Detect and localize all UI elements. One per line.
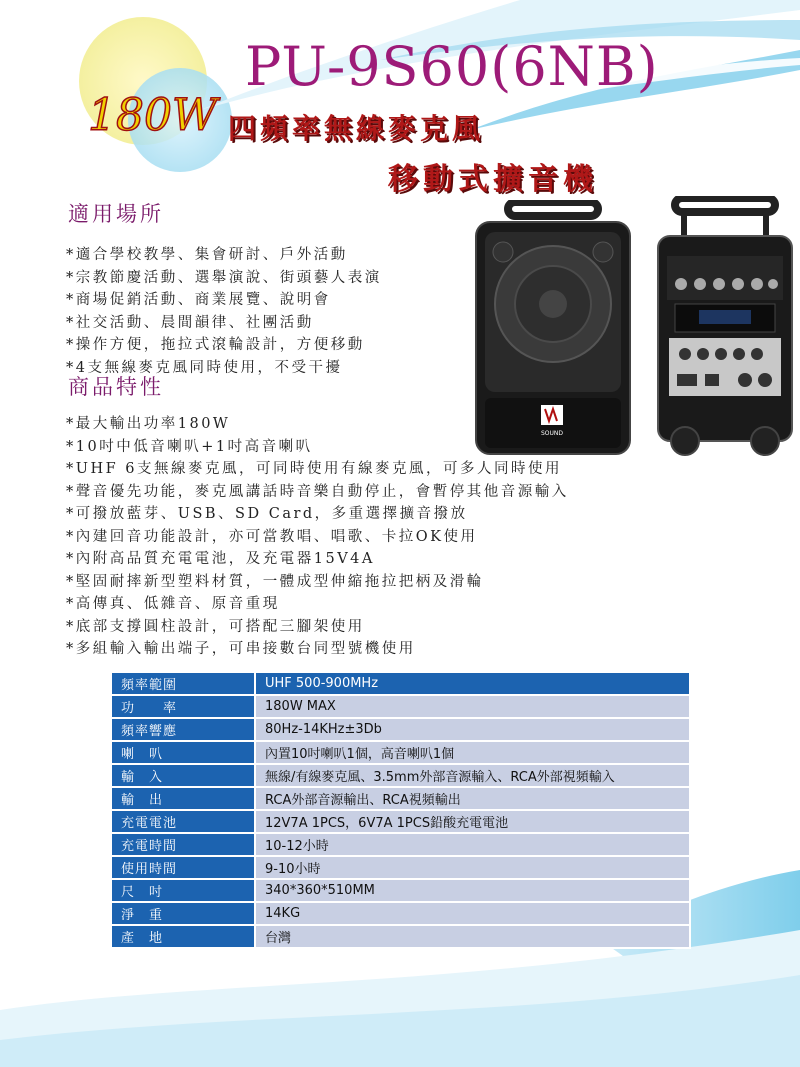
spec-value: 340*360*510MM bbox=[255, 879, 690, 902]
spec-value: 10-12小時 bbox=[255, 833, 690, 856]
spec-label: 產 地 bbox=[111, 925, 255, 948]
features-heading: 商品特性 bbox=[68, 375, 164, 399]
spec-value: 14KG bbox=[255, 902, 690, 925]
subtitle-line1: 四頻率無線麥克風 bbox=[228, 112, 485, 145]
table-row bbox=[111, 810, 690, 833]
model-title: PU-9S60(6NB) bbox=[245, 35, 659, 98]
spec-value: 12V7A 1PCS，6V7A 1PCS鉛酸充電電池 bbox=[255, 810, 690, 833]
spec-label: 充電電池 bbox=[111, 810, 255, 833]
spec-label: 尺 吋 bbox=[111, 879, 255, 902]
spec-label: 淨 重 bbox=[111, 902, 255, 925]
table-row bbox=[111, 672, 690, 695]
spec-value: 台灣 bbox=[255, 925, 690, 948]
list-item: *聲音優先功能，麥克風講話時音樂自動停止，會暫停其他音源輸入 bbox=[66, 483, 569, 500]
list-item: *內建回音功能設計，亦可當教唱、唱歌、卡拉OK使用 bbox=[66, 528, 478, 545]
list-item: *堅固耐摔新型塑料材質，一體成型伸縮拖拉把柄及滑輪 bbox=[66, 573, 484, 590]
subtitle-line2: 移動式擴音機 bbox=[388, 162, 598, 197]
list-item: *4支無線麥克風同時使用，不受干擾 bbox=[66, 359, 343, 376]
spec-value: 80Hz-14KHz±3Db bbox=[255, 718, 690, 741]
list-item: *商場促銷活動、商業展覽、說明會 bbox=[66, 292, 331, 308]
speaker-front-image bbox=[473, 200, 633, 460]
brand-label: SOUND bbox=[540, 430, 564, 437]
spec-table bbox=[110, 671, 691, 949]
list-item: *可撥放藍芽、USB、SD Card，多重選擇擴音撥放 bbox=[66, 506, 468, 522]
spec-value: UHF 500-900MHz bbox=[255, 672, 690, 695]
spec-value: 無線/有線麥克風、3.5mm外部音源輸入、RCA外部視頻輸入 bbox=[255, 764, 690, 787]
table-row bbox=[111, 856, 690, 879]
list-item: *高傳真、低雜音、原音重現 bbox=[66, 596, 280, 612]
table-row bbox=[111, 787, 690, 810]
list-item: *宗教節慶活動、選舉演說、街頭藝人表演 bbox=[66, 269, 382, 286]
list-item: *多組輸入輸出端子，可串接數台同型號機使用 bbox=[66, 641, 416, 657]
venues-heading: 適用場所 bbox=[68, 202, 164, 226]
venues-list bbox=[66, 244, 382, 379]
table-row bbox=[111, 764, 690, 787]
table-row bbox=[111, 833, 690, 856]
spec-label: 頻率響應 bbox=[111, 718, 255, 741]
table-row bbox=[111, 695, 690, 718]
table-row bbox=[111, 718, 690, 741]
spec-value: 內置10吋喇叭1個，高音喇叭1個 bbox=[255, 741, 690, 764]
spec-label: 輸 入 bbox=[111, 764, 255, 787]
spec-label: 輸 出 bbox=[111, 787, 255, 810]
list-item: *底部支撐圓柱設計，可搭配三腳架使用 bbox=[66, 618, 365, 635]
list-item: *社交活動、晨間韻律、社團活動 bbox=[66, 314, 314, 331]
list-item: *適合學校教學、集會研討、戶外活動 bbox=[66, 247, 348, 263]
table-row bbox=[111, 902, 690, 925]
list-item: *操作方便，拖拉式滾輪設計，方便移動 bbox=[66, 337, 365, 353]
list-item: *10吋中低音喇叭+1吋高音喇叭 bbox=[66, 438, 313, 455]
spec-label: 頻率範圍 bbox=[111, 672, 255, 695]
list-item: *內附高品質充電電池，及充電器15V4A bbox=[66, 551, 375, 567]
speaker-back-image bbox=[655, 196, 795, 456]
list-item: *最大輸出功率180W bbox=[66, 416, 231, 432]
spec-label: 使用時間 bbox=[111, 856, 255, 879]
spec-value: 180W MAX bbox=[255, 695, 690, 718]
spec-value: 9-10小時 bbox=[255, 856, 690, 879]
spec-value: RCA外部音源輸出、RCA視頻輸出 bbox=[255, 787, 690, 810]
spec-label: 喇 叭 bbox=[111, 741, 255, 764]
spec-label: 充電時間 bbox=[111, 833, 255, 856]
table-row bbox=[111, 925, 690, 948]
list-item: *UHF 6支無線麥克風，可同時使用有線麥克風，可多人同時使用 bbox=[66, 461, 563, 477]
power-rating: 180W bbox=[88, 90, 218, 141]
table-row bbox=[111, 741, 690, 764]
spec-label: 功 率 bbox=[111, 695, 255, 718]
table-row bbox=[111, 879, 690, 902]
